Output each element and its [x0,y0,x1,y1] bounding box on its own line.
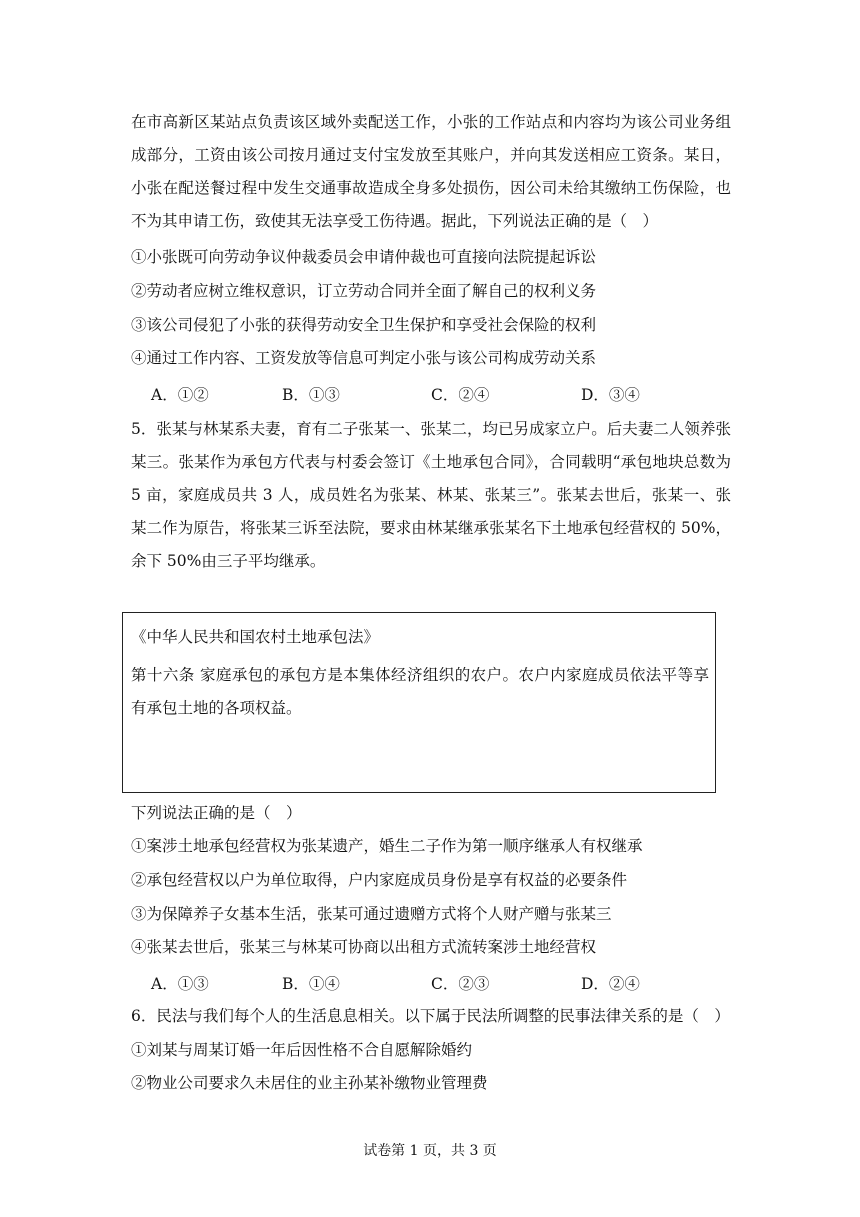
q5-statement-3: ③为保障养子女基本生活，张某可通过遗赠方式将个人财产赠与张某三 [131,905,612,923]
q5-question: 下列说法正确的是（ ） [131,804,302,822]
q5-stem: 5．张某与林某系夫妻，育有二子张某一、张某二，均已另成家立户。后夫妻二人领养张某三。张某作为承包方代表与村委会签订《土地承包合同》，合同载明“承包地块总数为 5 亩，家庭成员共 3 人，成员姓名为张某、林某、张某三”。张某去世后，张某一、张某二作为原告，将张某三诉至法院，要求由林某继承张某名下土地承包经营权的 50%，余下 50%由三子平均继承。 [131,420,731,570]
q5-option-d[interactable]: D．②④ [581,975,640,993]
q5-statement-1: ①案涉土地承包经营权为张某遗产，婚生二子作为第一顺序继承人有权继承 [131,837,643,855]
q4-option-d[interactable]: D．③④ [581,386,640,404]
q4-statement-1: ①小张既可向劳动争议仲裁委员会申请仲裁也可直接向法院提起诉讼 [131,248,597,266]
law-excerpt-body: 第十六条 家庭承包的承包方是本集体经济组织的农户。农户内家庭成员依法平等享有承包土地的各项权益。 [131,666,709,717]
q4-statement-4: ④通过工作内容、工资发放等信息可判定小张与该公司构成劳动关系 [131,349,597,367]
q6-statement-2: ②物业公司要求久未居住的业主孙某补缴物业管理费 [131,1074,488,1092]
q5-options [151,974,711,994]
q5-option-c[interactable]: C．②③ [431,975,490,993]
q4-option-b[interactable]: B．①③ [282,386,340,404]
law-excerpt-box [122,612,716,793]
law-excerpt-title: 《中华人民共和国农村土地承包法》 [131,628,380,646]
q4-option-a[interactable]: A．①② [151,386,209,404]
q4-stem: 在市高新区某站点负责该区域外卖配送工作，小张的工作站点和内容均为该公司业务组成部分，工资由该公司按月通过支付宝发放至其账户，并向其发送相应工资条。某日，小张在配送餐过程中发生交通事故造成全身多处损伤，因公司未给其缴纳工伤保险，也不为其申请工伤，致使其无法享受工伤待遇。据此，下列说法正确的是（ ） [131,113,731,230]
q4-options [151,385,711,405]
q4-option-c[interactable]: C．②④ [431,386,490,404]
q6-stem: 6．民法与我们每个人的生活息息相关。以下属于民法所调整的民事法律关系的是（ ） [131,1007,730,1025]
q5-statement-4: ④张某去世后，张某三与林某可协商以出租方式流转案涉土地经营权 [131,938,597,956]
q5-option-b[interactable]: B．①④ [282,975,340,993]
q6-statement-1: ①刘某与周某订婚一年后因性格不合自愿解除婚约 [131,1041,473,1059]
page-footer: 试卷第 1 页，共 3 页 [363,1143,497,1159]
q4-statement-2: ②劳动者应树立维权意识，订立劳动合同并全面了解自己的权利义务 [131,282,597,300]
q5-statement-2: ②承包经营权以户为单位取得，户内家庭成员身份是享有权益的必要条件 [131,871,628,889]
q5-option-a[interactable]: A．①③ [151,975,209,993]
q4-statement-3: ③该公司侵犯了小张的获得劳动安全卫生保护和享受社会保险的权利 [131,316,597,334]
